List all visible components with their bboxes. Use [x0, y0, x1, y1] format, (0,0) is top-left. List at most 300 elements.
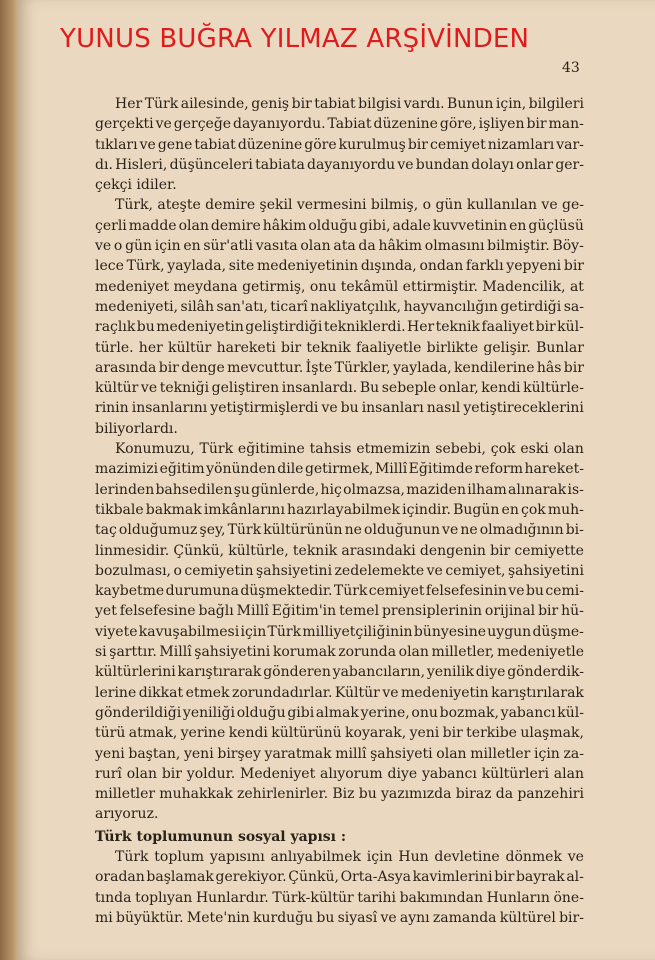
word: Madencilik, [482, 278, 566, 295]
word: medeniyetle [497, 644, 584, 661]
word: yenilik [426, 664, 474, 681]
word: etmek [185, 684, 230, 701]
word: ve [139, 136, 156, 153]
word: vardı. [403, 96, 445, 112]
word: olduğumuz [118, 522, 198, 539]
word: bu [316, 909, 335, 926]
word: olan [178, 217, 209, 234]
word: demire [205, 197, 256, 214]
word: yetiştireceklerini [463, 400, 584, 417]
word: mazimizi [95, 461, 159, 478]
word: viyete [95, 623, 138, 640]
word: şahsiyetini [256, 562, 333, 579]
word: tekniği [159, 380, 210, 397]
word: eğitimine [237, 441, 305, 458]
word: yetiştirmişlerdi [210, 400, 319, 417]
word: yeniliği [182, 704, 235, 721]
word: her [138, 339, 163, 356]
word: hâkim [378, 238, 423, 255]
word: tabiata [255, 156, 305, 173]
word: bu [340, 400, 359, 417]
word: bir [442, 725, 463, 742]
word: gibi [287, 704, 315, 721]
word: uygun [487, 623, 532, 640]
paragraph-3-line [95, 459, 584, 479]
word: şey, [199, 522, 226, 539]
word: yaratmak [264, 745, 332, 762]
word: Türkler, [334, 359, 391, 376]
word: o [113, 238, 123, 255]
word: sebeple [381, 380, 437, 397]
word: yazımızda [380, 786, 452, 803]
word: için [154, 238, 181, 255]
word: cemiyette [514, 542, 584, 559]
word: Bu [359, 380, 380, 397]
paragraph-2-line [95, 256, 584, 276]
word: mi [95, 909, 113, 926]
word: Türk, [115, 197, 153, 214]
line-text: arıyoruz. [95, 806, 159, 823]
word: için [240, 623, 267, 640]
word: olduğunun [364, 522, 440, 539]
word: imkânlarını [203, 501, 285, 518]
paragraph-2-line [95, 277, 584, 297]
word: bir [281, 339, 302, 356]
word: gün [435, 197, 463, 214]
word: düşünceleri [169, 156, 253, 173]
word: maziden [406, 481, 466, 498]
word: bilgileri [528, 96, 584, 112]
word: şekil [259, 197, 293, 214]
archive-watermark: YUNUS BUĞRA YILMAZ ARŞİVİNDEN [60, 24, 530, 54]
word: farklı [465, 258, 504, 275]
word: gönderdik- [507, 664, 584, 681]
word: site [228, 258, 255, 275]
word: insanları [361, 400, 424, 417]
word: Eğitimde [408, 461, 473, 478]
word: ettirmiştir. [402, 278, 479, 295]
word: ilham [467, 481, 507, 498]
word: getirmek, [304, 461, 374, 478]
word: linmesidir. [95, 542, 170, 559]
word: Tabiat [327, 116, 372, 133]
word: bilgisi [358, 96, 402, 112]
word: dayanıyordu [307, 156, 396, 173]
word: kültürünü [271, 725, 342, 742]
word: gelişir. [483, 339, 531, 356]
word: alıyorum [320, 765, 383, 782]
word: olduğu [236, 704, 286, 721]
word: atmak, [128, 725, 178, 742]
word: dile [277, 461, 304, 478]
word: bağlı [198, 603, 234, 620]
word: panzehiri [517, 786, 584, 803]
word: Hunlardır. [195, 889, 269, 906]
paragraph-3-line [95, 601, 584, 621]
paragraph-3-line [95, 439, 584, 459]
word: olan [398, 644, 429, 661]
paragraph-3-line [95, 703, 584, 723]
word: bir [535, 319, 556, 336]
word: en [509, 217, 527, 234]
word: hayvancılığın [403, 298, 498, 315]
word: ondan [419, 258, 464, 275]
word: bir [407, 136, 428, 153]
word: Her [115, 96, 143, 112]
word: kül- [557, 319, 584, 336]
word: Orta-Asya [340, 869, 412, 886]
word: kurduğu [253, 909, 314, 926]
word: şahsiyetini [507, 562, 584, 579]
word: koyarak, [345, 725, 407, 742]
word: işliyen [478, 116, 525, 133]
word: geniş [251, 96, 290, 112]
word: ulaşmak, [520, 725, 584, 742]
word: Türk [227, 522, 262, 539]
word: olmasını [424, 238, 485, 255]
word: ve [397, 156, 414, 173]
word: en [183, 238, 201, 255]
paragraph-1-line [95, 175, 584, 195]
word: nizamları [487, 136, 555, 153]
word: ve [382, 684, 399, 701]
word: hiç [320, 481, 342, 498]
word: diye [475, 664, 506, 681]
word: düzenine [237, 136, 303, 153]
page-body [95, 94, 584, 928]
word: ve [380, 909, 397, 926]
section-paragraph-line [95, 908, 584, 928]
word: Millî [159, 644, 192, 661]
word: en [501, 501, 519, 518]
word: bozmak, [439, 704, 499, 721]
word: prensiplerinin [381, 603, 482, 620]
word: ve [95, 238, 112, 255]
word: insanlardı. [281, 380, 358, 397]
word: gerekiyor. [215, 869, 287, 886]
word: Kültür [334, 684, 380, 701]
word: Her [406, 319, 435, 336]
word: taç [95, 522, 117, 539]
word: çok [520, 501, 546, 518]
word: onlar, [438, 380, 479, 397]
word: felsefesine [119, 603, 196, 620]
word: Türk [115, 848, 149, 865]
word: geliştirdiği [245, 319, 323, 336]
word: zedelemekte [334, 562, 425, 579]
word: aynı [399, 909, 430, 926]
paragraph-3-line [95, 642, 584, 662]
word: hareketi [216, 339, 276, 356]
word: ve [426, 562, 443, 579]
word: bir [490, 542, 511, 559]
word: bundan [415, 156, 470, 173]
word: lerinden [95, 481, 155, 498]
word: dengenin [419, 542, 486, 559]
word: geliştiren [211, 380, 280, 397]
word: adale [392, 217, 431, 234]
word: medeniyet [95, 278, 170, 295]
word: İşte [305, 359, 333, 376]
word: mevcuttur. [227, 359, 304, 376]
word: bir [538, 603, 559, 620]
word: yeni [95, 745, 125, 762]
word: muh- [547, 501, 584, 518]
paragraph-1-line [95, 135, 584, 155]
word: yaylada, [392, 359, 452, 376]
paragraph-3-line [95, 581, 584, 601]
section-paragraph-line [95, 847, 584, 867]
word: durumuna [165, 583, 239, 600]
word: bir- [559, 909, 584, 926]
word: kendilerine [454, 359, 535, 376]
word: sa- [563, 298, 584, 315]
word: insanlarını [131, 400, 208, 417]
word: bu [136, 319, 155, 336]
paragraph-2-line [95, 358, 584, 378]
word: ve [567, 848, 584, 865]
word: tabiat [194, 136, 236, 153]
page-number: 43 [562, 60, 580, 76]
word: hareket- [524, 461, 584, 478]
paragraph-2-line [95, 398, 584, 418]
word: arasındaki [341, 542, 416, 559]
word: man- [548, 116, 584, 133]
word: kültürlerini [95, 664, 176, 681]
word: medeniyetinin [257, 258, 359, 275]
word: kendi [228, 725, 268, 742]
word: getirdiği [500, 298, 562, 315]
word: yaylada, [167, 258, 227, 275]
word: kültür [168, 339, 212, 356]
paragraph-3-line [95, 520, 584, 540]
word: türü [95, 725, 126, 742]
word: Çünkü, [173, 542, 225, 559]
word: Mete'nin [186, 909, 250, 926]
word: milletler, [431, 644, 495, 661]
word: biraz [455, 786, 492, 803]
word: ve [541, 197, 558, 214]
word: Türk [267, 623, 302, 640]
paragraph-3-line [95, 683, 584, 703]
word: için, [495, 96, 527, 112]
word: gibi, [359, 217, 391, 234]
word: bu [358, 786, 377, 803]
word: teknik [435, 319, 480, 336]
word: yet [95, 603, 117, 620]
paragraph-3-line [95, 662, 584, 682]
word: Hunların [486, 889, 550, 906]
word: vermesini [296, 197, 367, 214]
word: temel [339, 603, 380, 620]
book-spine [0, 0, 18, 960]
word: olmazsa, [343, 481, 405, 498]
word: milliyetçiliğinin [302, 623, 413, 640]
word: baştan, [128, 745, 181, 762]
word: bayrak [515, 869, 565, 886]
word: çerli [95, 217, 127, 234]
word: o [173, 562, 182, 579]
word: anlıyabilmek [270, 848, 362, 865]
paragraph-3-line [95, 723, 584, 743]
word: bilmiş, [370, 197, 419, 214]
word: birlikte [426, 339, 479, 356]
word: karıştırarak [177, 664, 262, 681]
word: reform [474, 461, 523, 478]
word: kültürleri [481, 765, 549, 782]
word: ger- [555, 156, 584, 173]
word: korumak [272, 644, 336, 661]
word: almak [315, 704, 359, 721]
word: bi- [565, 522, 584, 539]
word: dı. [95, 156, 113, 173]
word: kurulmuş [338, 136, 406, 153]
word: yeni [183, 745, 214, 762]
word: nakliyatçılık, [310, 298, 402, 315]
word: ve [321, 400, 338, 417]
section-paragraph-line [95, 867, 584, 887]
section-paragraph-line [95, 888, 584, 908]
paragraph-2-line [95, 216, 584, 236]
word: düşme- [532, 623, 584, 640]
paragraph-2-line [95, 195, 584, 215]
word: cemiyetin [184, 562, 254, 579]
paragraph-2-line [95, 378, 584, 398]
word: dışında, [360, 258, 417, 275]
word: Çünkü, [288, 869, 339, 886]
word: karıştırılarak [491, 684, 584, 701]
word: tikbale [95, 501, 144, 518]
word: si [95, 644, 107, 661]
word: Hisleri, [115, 156, 168, 173]
word: demire [210, 217, 261, 234]
word: bir [563, 359, 584, 376]
word: medeniyetin [401, 684, 489, 701]
word: oradan [95, 869, 145, 886]
word: san'atı, [216, 298, 268, 315]
word: kavuşabilmesi [138, 623, 240, 640]
word: şu [233, 481, 250, 498]
word: şahsiyeti [370, 745, 433, 762]
word: bilmiştir. [487, 238, 550, 255]
word: za- [563, 745, 584, 762]
word: olan [553, 441, 584, 458]
word: cemiyet, [445, 562, 506, 579]
word: sür'atli [203, 238, 254, 255]
word: Böy- [552, 238, 584, 255]
word: toplıyan [135, 889, 193, 906]
word: raçlık [95, 319, 136, 336]
word: orijinal [484, 603, 536, 620]
word: milletler [470, 745, 531, 762]
word: ne [344, 522, 362, 539]
word: kültürle- [523, 380, 584, 397]
word: Konumuzu, [115, 441, 195, 458]
paragraph-3-line [95, 764, 584, 784]
word: o [422, 197, 432, 214]
word: Türk [333, 583, 368, 600]
word: büyüktür. [116, 909, 184, 926]
word: kültür [95, 380, 139, 397]
word: gerçekti [95, 116, 154, 133]
word: olduğu [308, 217, 358, 234]
word: devletine [434, 848, 500, 865]
line-text: çekçi idiler. [95, 177, 177, 194]
paragraph-2-line [95, 338, 584, 358]
word: terkibe [466, 725, 517, 742]
word: faaliyetle [356, 339, 422, 356]
word: faaliyet [481, 319, 535, 336]
word: düzenine [373, 116, 438, 133]
word: cemiyet [368, 583, 425, 600]
line-text: Türk toplumunun sosyal yapısı : [95, 828, 347, 845]
word: alan [553, 765, 584, 782]
word: eski [520, 441, 549, 458]
word: rurî [95, 765, 122, 782]
word: eğitim [159, 461, 205, 478]
word: is- [567, 481, 584, 498]
word: ve [442, 522, 459, 539]
word: ata [333, 238, 356, 255]
word: olan [300, 238, 331, 255]
paragraph-2-line [95, 419, 584, 439]
word: tabiat [314, 96, 356, 112]
word: şarttır. [109, 644, 157, 661]
word: da [495, 786, 514, 803]
word: tarihi [357, 889, 396, 906]
word: ve [155, 116, 172, 133]
word: Türk, [126, 258, 165, 275]
word: gene [157, 136, 193, 153]
word: onu [411, 704, 438, 721]
word: kullanılan [466, 197, 537, 214]
word: hâkim [262, 217, 307, 234]
word: getirmiş, [242, 278, 306, 295]
word: teknik [292, 542, 338, 559]
paragraph-3-line [95, 622, 584, 642]
word: diye [387, 765, 418, 782]
word: bünyesine [413, 623, 486, 640]
word: kaybetme [95, 583, 165, 600]
word: onlar [516, 156, 554, 173]
word: kül- [557, 704, 584, 721]
word: muhakkak [159, 786, 233, 803]
word: bir [563, 258, 584, 275]
word: türle. [95, 339, 134, 356]
word: öne- [553, 889, 584, 906]
word: kültürle, [228, 542, 289, 559]
word: toplum [154, 848, 205, 865]
word: lerine [95, 684, 137, 701]
word: milletler [95, 786, 156, 803]
word: onu [309, 278, 337, 295]
paragraph-3-line [95, 804, 584, 824]
word: ateşte [157, 197, 201, 214]
paragraph-1-line [95, 94, 584, 114]
word: gün [125, 238, 153, 255]
word: da [358, 238, 376, 255]
word: için [534, 745, 560, 762]
word: arasında [95, 359, 157, 376]
word: dolayı [471, 156, 514, 173]
word: yoldur. [186, 765, 236, 782]
word: dikkat [138, 684, 184, 701]
word: içindir. [402, 501, 451, 518]
word: hazırlayabilmek [287, 501, 400, 518]
word: tekâmül [340, 278, 399, 295]
word: cemiyet [430, 136, 486, 153]
word: var- [556, 136, 584, 153]
